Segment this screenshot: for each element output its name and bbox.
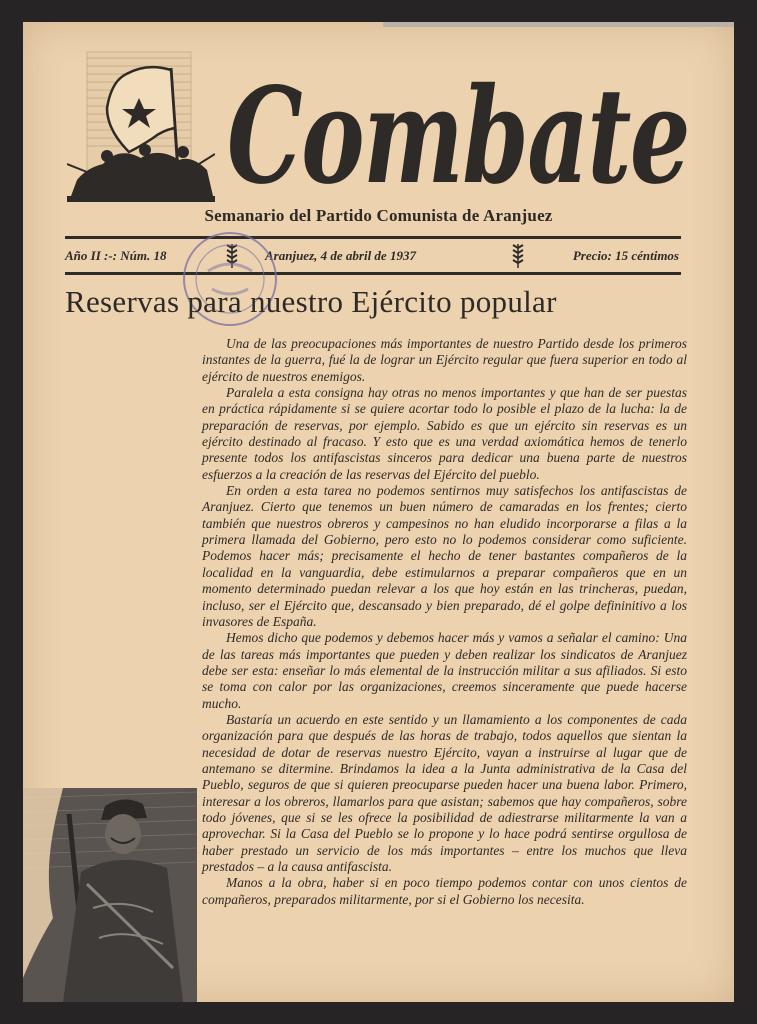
article-paragraph: Manos a la obra, haber si en poco tiempo podemos contar con unos cientos de compañeros, preparados militarmente, por si el Gobierno los necesita. <box>202 875 687 907</box>
bottom-rule <box>65 272 681 275</box>
issue-date: Aranjuez, 4 de abril de 1937 <box>265 248 416 263</box>
issue-number: Año II :-: Núm. 18 <box>65 248 167 263</box>
article-body <box>202 336 687 908</box>
page-edge-strip <box>383 22 734 27</box>
masthead-title <box>223 32 693 217</box>
issue-price: Precio: 15 céntimos <box>572 248 679 263</box>
newspaper-page <box>23 22 734 1002</box>
soldier-woodcut-illustration <box>23 788 197 1002</box>
article-paragraph: En orden a esta tarea no podemos sentirnos muy satisfechos los antifascistas de Aranjuez. Cierto que tenemos un buen número de camaradas en los frentes; cierto también que nuestros obreros y campesinos no han eludido incorporarse a filas a la primera llamada del Gobierno, pero esto no lo podemos considerar como suficiente. Podemos hacer más; precisamente el hecho de tener bastantes compañeros de la localidad en la vanguardia, debe estimularnos a preparar compañeros que en un momento determinado puedan relevar a los que hoy están en las trincheras, puedan, incluso, ser el Ejército que, descansado y bien preparado, dé el golpe defininitivo a los invasores de España. <box>202 483 687 629</box>
article-paragraph: Hemos dicho que podemos y debemos hacer más y vamos a señalar el camino: Una de las tareas más importantes que pueden y deben realizar los sindicatos de Aranjuez debe ser esta: enseñar lo más elemental de la instrucción militar a sus afiliados. Si esto se toma con calor por las organizaciones, creemos sinceramente que puede hacerse mucho. <box>202 630 687 711</box>
article-paragraph: Una de las preocupaciones más importantes de nuestro Partido desde los primeros instantes de la guerra, fué la de lograr un Ejército regular que fuera superior en todo al ejército de nuestros enemigos. <box>202 336 687 384</box>
masthead-title-text: Combate <box>227 59 689 214</box>
flag-soldiers-emblem <box>67 46 215 206</box>
wheat-ornament-icon <box>511 242 525 270</box>
masthead-subtitle: Semanario del Partido Comunista de Aranjuez <box>204 206 553 225</box>
article-headline: Reservas para nuestro Ejército popular <box>65 284 557 319</box>
issue-info-bar <box>65 242 681 270</box>
article-paragraph: Bastaría un acuerdo en este sentido y un llamamiento a los componentes de cada organización para que después de las horas de trabajo, todos aquellos que sientan la necesidad de dotar de reservas nuestro Ejército, vayan a instruirse al lugar que de antemano se ditermine. Brindamos la idea a la Junta administrativa de la Casa del Pueblo, seguros de que si quieren preocuparse pueden hacer una buena labor. Primero, interesar a los obreros, llamarlos para que asistan; sabemos que hay compañeros, sobre todo jóvenes, que si se les ofrece la posibilidad de adiestrarse militarmente la van a aprovechar. Si la Casa del Pueblo se lo propone y lo hace podrá sentirse orgullosa de haber prestado un servicio de los más importantes – entre los muchos que lleva prestados – a la causa antifascista. <box>202 711 687 874</box>
top-rule <box>65 236 681 239</box>
article-paragraph: Paralela a esta consigna hay otras no menos importantes y que han de ser puestas en práctica rápidamente si se quiere acortar todo lo posible el plazo de la lucha: la de preparación de reservas, por ejemplo. Sabido es que un ejército sin reservas es un ejército destinado al fracaso. Y esto que es una verdad axiomática hemos de tenerlo presente todos los antifascistas sinceros para dedicar una buena parte de nuestros esfuerzos a la creación de las reservas del Ejército del pueblo. <box>202 385 687 482</box>
